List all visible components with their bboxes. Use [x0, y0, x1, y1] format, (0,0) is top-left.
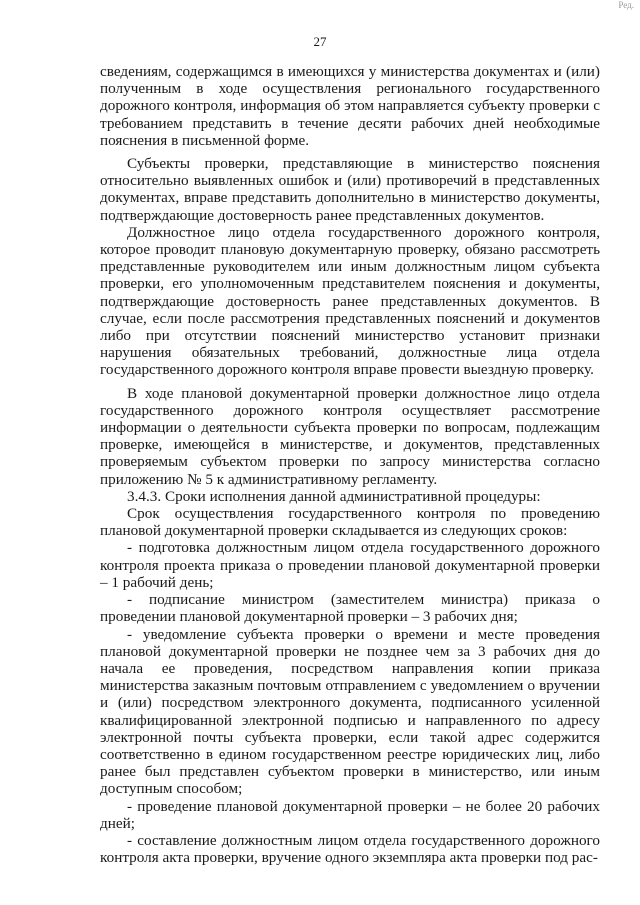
paragraph: - проведение плановой документарной проверки – не более 20 рабочих дней; [100, 797, 600, 832]
paragraph: В ходе плановой документарной проверки должностное лицо отдела государственного дорожного контроля осуществляет рассмотрение информации о деятельности субъекта проверки по вопросам, подлежащим проверке, имеющейся в министерстве, и документов, представленных проверяемым субъектом проверки по запросу министерства согласно приложению № 5 к административному регламенту. [100, 384, 600, 488]
paragraph: Должностное лицо отдела государственного дорожного контроля, которое проводит плановую документарную проверку, обязано рассмотреть представленные руководителем или иным должностным лицом субъекта проверки, его уполномоченным представителем пояснения и документы, подтверждающие достоверность ранее представленных документов. В случае, если после рассмотрения представленных пояснений и документов либо при отсутствии пояснений министерство установит признаки нарушения обязательных требований, должностные лица отдела государственного дорожного контроля вправе провести выездную проверку. [100, 223, 600, 379]
paragraph: - составление должностным лицом отдела государственного дорожного контроля акта проверки, вручение одного экземпляра акта проверки под рас- [100, 831, 600, 867]
body-text [100, 63, 600, 866]
paragraph: - уведомление субъекта проверки о времени и месте проведения плановой документарной проверки не позднее чем за 3 рабочих дня до начала ее проведения, посредством направления копии приказа министерства заказным почтовым отправлением с уведомлением о вручении и (или) посредством электронного документа, подписанного усиленной квалифицированной электронной подписью и направленного по адресу электронной почты субъекта проверки, если такой адрес содержится соответственно в едином государственном реестре юридических лиц, либо ранее был представлен субъектом проверки в министерство, или иным доступным способом; [100, 625, 600, 798]
page-number: 27 [313, 34, 327, 49]
paragraph: - подписание министром (заместителем министра) приказа о проведении плановой документарной проверки – 3 рабочих дня; [100, 591, 600, 626]
paragraph: - подготовка должностным лицом отдела государственного дорожного контроля проекта приказа о проведении плановой документарной проверки – 1 рабочий день; [100, 539, 600, 591]
paragraph: сведениям, содержащимся в имеющихся у министерства документах и (или) полученным в ходе осуществления регионального государственного дорожного контроля, информация об этом направляется субъекту проверки с требованием представить в течение десяти рабочих дней необходимые пояснения в письменной форме. [100, 63, 600, 149]
paragraph: Субъекты проверки, представляющие в министерство пояснения относительно выявленных ошибок и (или) противоречий в представленных документах, вправе представить дополнительно в министерство документы, подтверждающие достоверность ранее представленных документов. [100, 155, 600, 224]
paragraph: 3.4.3. Сроки исполнения данной административной процедуры: [127, 487, 541, 505]
paragraph: Срок осуществления государственного контроля по проведению плановой документарной проверки складывается из следующих сроков: [100, 505, 600, 540]
corner-mark: Ред. [618, 0, 634, 10]
